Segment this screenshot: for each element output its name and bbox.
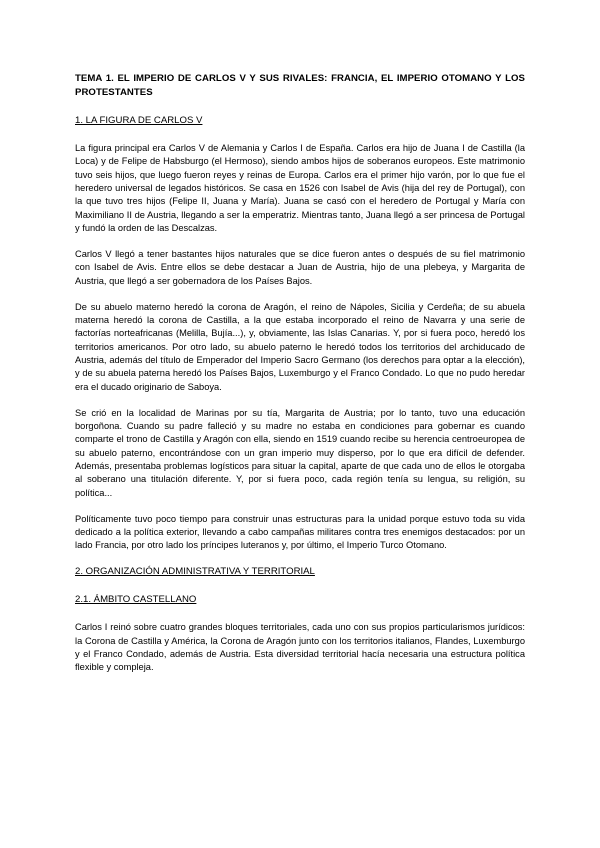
section-heading-organizacion: 2. ORGANIZACIÓN ADMINISTRATIVA Y TERRITORIAL (75, 566, 315, 578)
paragraph: Se crió en la localidad de Marinas por su tía, Margarita de Austria; por lo tanto, tuvo una educación borgoñona. Cuando su padre falleció y su madre no estaba en condiciones para gobernar es cuando comparte el trono de Castilla y Aragón con ella, siendo en 1519 cuando recibe su herencia centroeuropea de su abuelo paterno, encontrándose con un gran imperio muy disperso, por lo que era difícil de defender. Además, presentaba problemas logísticos para situar la capital, aparte de que cada uno de ellos le otorgaba al soberano una titulación diferente. Y, por si fuera poco, cada región tenía su lengua, su religión, su política... (75, 407, 525, 498)
paragraph: Carlos I reinó sobre cuatro grandes bloques territoriales, cada uno con sus propios particularismos jurídicos: la Corona de Castilla y América, la Corona de Aragón junto con los territorios italianos, Flandes, Luxemburgo y el Franco Condado, además de Austria. Esta diversidad territorial hacía necesaria una estructura política flexible y compleja. (75, 622, 525, 673)
paragraph: De su abuelo materno heredó la corona de Aragón, el reino de Nápoles, Sicilia y Cerdeña; de su abuela materna heredó la corona de Castilla, a la que estaba incorporado el reino de Navarra y una serie de factorías norteafricanas (Melilla, Bujía...), y, obviamente, las Islas Canarias. Y, por si fuera poco, heredó los territorios americanos. Por otro lado, su abuelo paterno le heredó todos los territorios del archiducado de Austria, además del título de Emperador del Imperio Sacro Germano (los derechos para optar a la elección), y de su abuela paterna heredó los Países Bajos, Luxemburgo y el Franco Condado. Lo que no pudo heredar era el ducado originario de Saboya. (75, 301, 525, 392)
document-title: TEMA 1. EL IMPERIO DE CARLOS V Y SUS RIVALES: FRANCIA, EL IMPERIO OTOMANO Y LOS PROTESTANTES (75, 73, 525, 98)
paragraph: Políticamente tuvo poco tiempo para construir unas estructuras para la unidad porque estuvo toda su vida dedicado a la política exterior, llevando a cabo campañas militares contra tres enemigos destacados: por un lado Francia, por otro lado los príncipes luteranos y, por último, el Imperio Turco Otomano. (75, 513, 525, 551)
paragraph: La figura principal era Carlos V de Alemania y Carlos I de España. Carlos era hijo de Juana I de Castilla (la Loca) y de Felipe de Habsburgo (el Hermoso), siendo ambos hijos de soberanos europeos. Este matrimonio tuvo seis hijos, que luego fueron reyes y reinas de Europa. Carlos era el primer hijo varón, por lo que fue el heredero universal de legados históricos. Se casa en 1526 con Isabel de Avis (hija del rey de Portugal), con la que tuvo tres hijos (Felipe II, Juana y María). Juana se casó con el heredero de Portugal y María con Maximiliano II de Austria, llegando a ser la emperatriz. Mientras tanto, Juana llegó a ser princesa de Portugal y fundó la orden de las Descalzas. (75, 143, 525, 234)
paragraph: Carlos V llegó a tener bastantes hijos naturales que se dice fueron antes o después de su fiel matrimonio con Isabel de Avis. Entre ellos se debe destacar a Juan de Austria, hijo de una plebeya, y Margarita de Austria, que llegó a ser gobernadora de los Países Bajos. (75, 249, 525, 286)
section-heading-figura-carlos-v: 1. LA FIGURA DE CARLOS V (75, 115, 203, 126)
subsection-heading-ambito-castellano: 2.1. ÁMBITO CASTELLANO (75, 594, 197, 606)
